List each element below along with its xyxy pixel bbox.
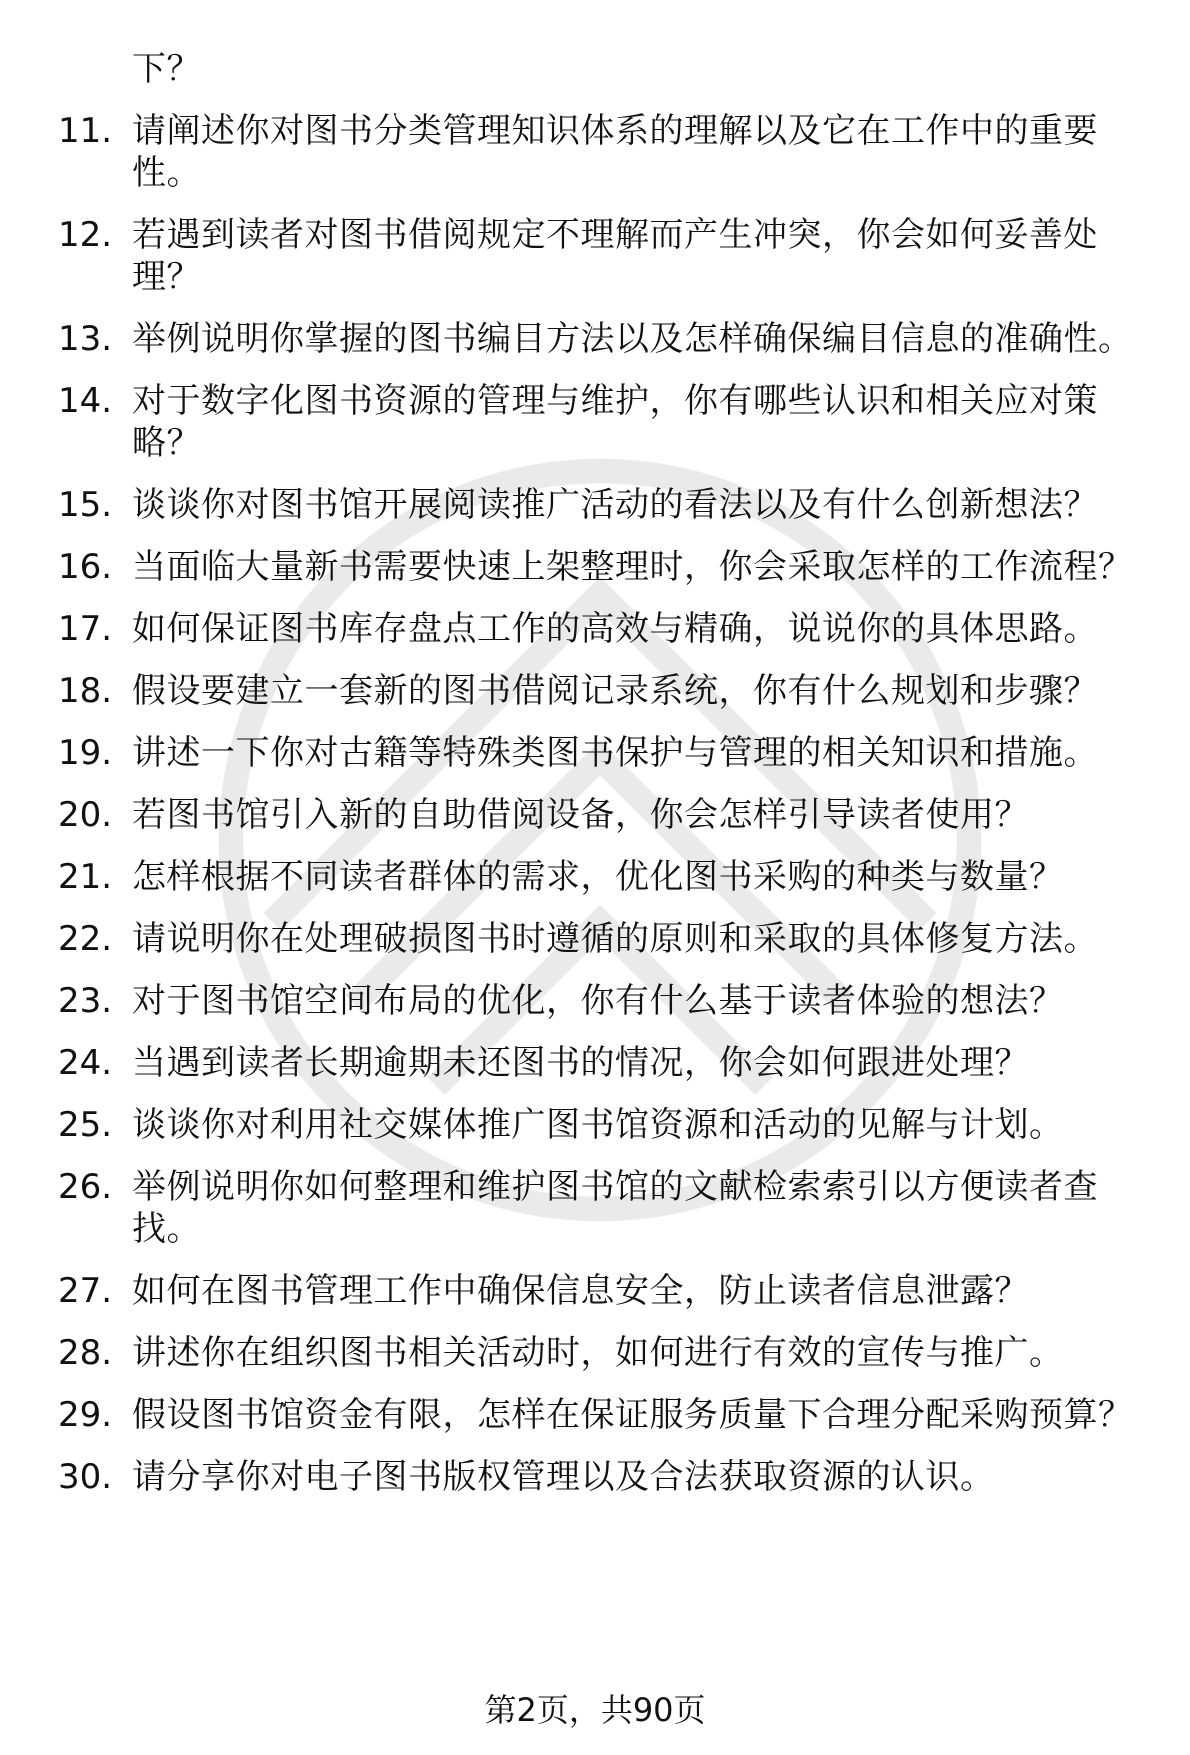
question-text: 请说明你在处理破损图书时遵循的原则和采取的具体修复方法。: [132, 919, 1098, 959]
list-item: [58, 1166, 1158, 1250]
question-text: 请阐述你对图书分类管理知识体系的理解以及它在工作中的重要性。: [132, 111, 1098, 193]
list-item: [58, 670, 1158, 712]
question-number: 28.: [58, 1333, 113, 1373]
question-text: 请分享你对电子图书版权管理以及合法获取资源的认识。: [132, 1457, 995, 1497]
question-text: 如何保证图书库存盘点工作的高效与精确，说说你的具体思路。: [132, 609, 1098, 649]
list-item: [58, 1270, 1158, 1312]
list-item: [58, 318, 1158, 360]
question-text: 举例说明你如何整理和维护图书馆的文献检索索引以方便读者查找。: [132, 1167, 1098, 1249]
question-text: 假设图书馆资金有限，怎样在保证服务质量下合理分配采购预算？: [132, 1395, 1133, 1435]
question-number: 12.: [58, 215, 113, 255]
question-text: 如何在图书管理工作中确保信息安全，防止读者信息泄露？: [132, 1271, 1029, 1311]
list-item: [58, 608, 1158, 650]
question-list: [58, 48, 1158, 1518]
list-item: [58, 732, 1158, 774]
question-number: 26.: [58, 1167, 113, 1207]
question-text: 当遇到读者长期逾期未还图书的情况，你会如何跟进处理？: [132, 1043, 1029, 1083]
question-number: 15.: [58, 485, 113, 525]
question-text: 对于图书馆空间布局的优化，你有什么基于读者体验的想法？: [132, 981, 1064, 1021]
question-number: 29.: [58, 1395, 113, 1435]
list-item: [58, 484, 1158, 526]
list-item-continuation: [58, 48, 1158, 90]
list-item: [58, 1456, 1158, 1498]
list-item: [58, 1042, 1158, 1084]
question-text: 举例说明你掌握的图书编目方法以及怎样确保编目信息的准确性。: [132, 319, 1133, 359]
question-text: 谈谈你对利用社交媒体推广图书馆资源和活动的见解与计划。: [132, 1105, 1064, 1145]
list-item: [58, 794, 1158, 836]
list-item: [58, 380, 1158, 464]
question-number: 19.: [58, 733, 113, 773]
list-item: [58, 546, 1158, 588]
list-item: [58, 980, 1158, 1022]
question-number: 13.: [58, 319, 113, 359]
question-number: 23.: [58, 981, 113, 1021]
page-footer: 第2页，共90页: [484, 1691, 706, 1729]
question-number: 21.: [58, 857, 113, 897]
continuation-text: 下？: [132, 49, 201, 89]
question-number: 22.: [58, 919, 113, 959]
question-number: 11.: [58, 111, 113, 151]
list-item: [58, 856, 1158, 898]
question-text: 讲述一下你对古籍等特殊类图书保护与管理的相关知识和措施。: [132, 733, 1098, 773]
question-text: 当面临大量新书需要快速上架整理时，你会采取怎样的工作流程？: [132, 547, 1133, 587]
question-number: 25.: [58, 1105, 113, 1145]
question-text: 对于数字化图书资源的管理与维护，你有哪些认识和相关应对策略？: [132, 381, 1098, 463]
question-text: 若遇到读者对图书借阅规定不理解而产生冲突，你会如何妥善处理？: [132, 215, 1098, 297]
list-item: [58, 1394, 1158, 1436]
question-text: 若图书馆引入新的自助借阅设备，你会怎样引导读者使用？: [132, 795, 1029, 835]
list-item: [58, 214, 1158, 298]
question-number: 17.: [58, 609, 113, 649]
question-number: 30.: [58, 1457, 113, 1497]
list-item: [58, 1104, 1158, 1146]
question-number: 24.: [58, 1043, 113, 1083]
question-number: 14.: [58, 381, 113, 421]
question-number: 20.: [58, 795, 113, 835]
question-text: 讲述你在组织图书相关活动时，如何进行有效的宣传与推广。: [132, 1333, 1064, 1373]
question-number: 27.: [58, 1271, 113, 1311]
list-item: [58, 110, 1158, 194]
list-item: [58, 1332, 1158, 1374]
question-text: 谈谈你对图书馆开展阅读推广活动的看法以及有什么创新想法？: [132, 485, 1098, 525]
question-text: 怎样根据不同读者群体的需求，优化图书采购的种类与数量？: [132, 857, 1064, 897]
question-text: 假设要建立一套新的图书借阅记录系统，你有什么规划和步骤？: [132, 671, 1098, 711]
question-number: 18.: [58, 671, 113, 711]
list-item: [58, 918, 1158, 960]
question-number: 16.: [58, 547, 113, 587]
